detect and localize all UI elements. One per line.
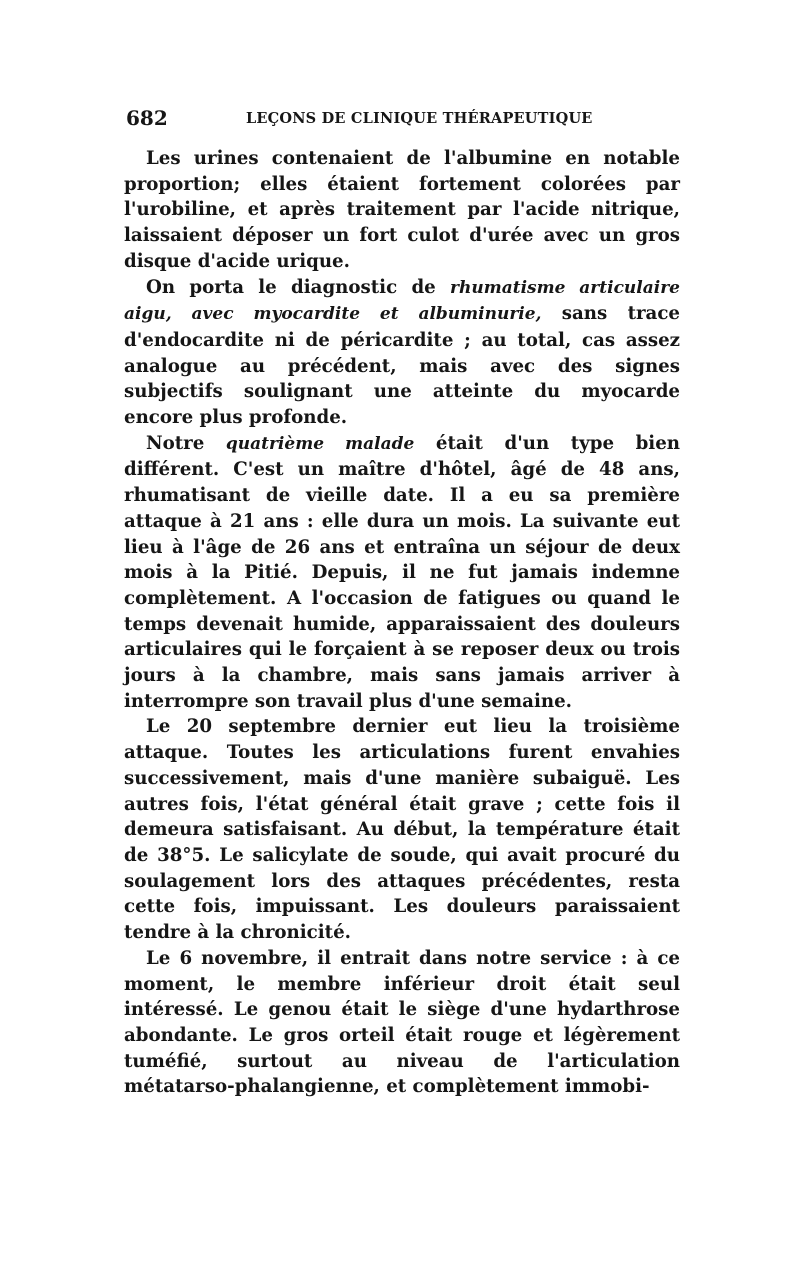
paragraph-fourth-patient [124,431,680,715]
paragraph-november: Le 6 novembre, il entrait dans notre service : à ce moment, le membre inférieur droit était seul intéressé. Le genou était le siège d'une hydarthrose abondante. Le gros orteil était rouge et légèrement tuméfié, surtout au niveau de l'articulation métatarso-phalangienne, et complètement immobi- [124,947,680,1098]
running-title: LEÇONS DE CLINIQUE THÉRAPEUTIQUE [246,110,593,127]
paragraph-text: était d'un type bien différent. C'est un maître d'hôtel, âgé de 48 ans, rhumatisant de vieille date. Il a eu sa première attaque à 21 ans : elle dura un mois. La suivante eut lieu à l'âge de 26 ans et entraîna un séjour de deux mois à la Pitié. Depuis, il ne fut jamais indemne complètement. A l'occasion de fatigues ou quand le temps devenait humide, apparaissaient des douleurs articulaires qui le forçaient à se reposer deux ou trois jours à la chambre, mais sans jamais arriver à interrompre son travail plus d'une semaine. [124,432,680,712]
paragraph-diagnostic [124,275,680,431]
paragraph-third-attack: Le 20 septembre dernier eut lieu la troisième attaque. Toutes les articulations furent envahies successivement, mais d'une manière subaiguë. Les autres fois, l'état général était grave ; cette fois il demeura satisfaisant. Au début, la température était de 38°5. Le salicylate de soude, qui avait procuré du soulagement lors des attaques précédentes, resta cette fois, impuissant. Les douleurs paraissaient tendre à la chronicité. [124,716,680,944]
italic-diagnosis: rhumatisme articulaire aigu, avec myocardite et albuminurie, [124,277,680,325]
paragraph-text: sans trace d'endocardite ni de péricardite ; au total, cas assez analogue au précédent, mais avec des signes subjectifs soulignant une atteinte du myocarde encore plus profonde. [124,303,680,429]
page-header [126,106,686,136]
paragraph-text: On porta le diagnostic de [146,276,451,298]
paragraph-text: Notre [146,432,226,454]
page-number: 682 [126,106,168,130]
body-text [124,146,680,1100]
italic-patient: quatrième malade [225,433,415,454]
paragraph-urines: Les urines contenaient de l'albumine en notable proportion; elles étaient fortement colorées par l'urobiline, et après traitement par l'acide nitrique, laissaient déposer un fort culot d'urée avec un gros disque d'acide urique. [124,148,680,272]
